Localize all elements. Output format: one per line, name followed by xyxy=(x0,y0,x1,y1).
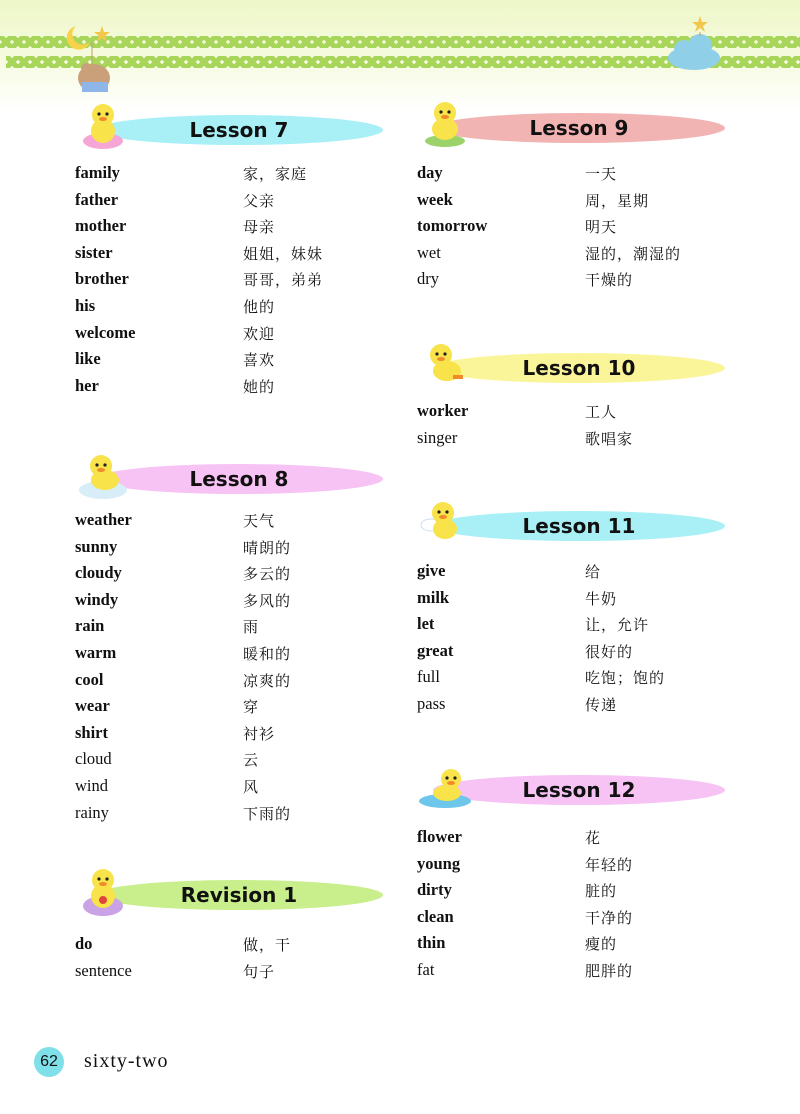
english-word: cool xyxy=(75,669,104,689)
chinese-meaning: 脏的 xyxy=(585,882,618,901)
vocab-row xyxy=(75,590,395,617)
english-word: windy xyxy=(75,589,119,609)
chinese-meaning: 云 xyxy=(243,751,260,770)
vocab-row xyxy=(75,563,395,590)
lesson-banner xyxy=(75,868,395,918)
vocab-row xyxy=(417,694,737,721)
vocab-row xyxy=(75,616,395,643)
english-word: week xyxy=(417,189,453,209)
chinese-meaning: 做，干 xyxy=(243,936,292,954)
vocab-row xyxy=(75,537,395,564)
vocab-row xyxy=(417,827,737,854)
chinese-meaning: 风 xyxy=(243,777,260,796)
vocab-row xyxy=(417,163,737,190)
vocab-row xyxy=(417,880,737,907)
vocab-row xyxy=(75,723,395,750)
chinese-meaning: 传递 xyxy=(585,695,618,714)
duckling-icon xyxy=(417,95,473,151)
chinese-meaning: 肥胖的 xyxy=(585,961,634,980)
duckling-icon xyxy=(75,97,131,153)
english-word: let xyxy=(417,614,435,634)
revision-1-section xyxy=(75,868,395,987)
english-word: like xyxy=(75,349,101,369)
chinese-meaning: 暖和的 xyxy=(243,644,292,663)
vocab-list xyxy=(417,401,737,454)
english-word: shirt xyxy=(75,722,108,742)
english-word: weather xyxy=(75,510,132,529)
english-word: give xyxy=(417,561,446,580)
moon-bear-illustration xyxy=(62,20,132,100)
duckling-with-flower-icon xyxy=(75,862,131,918)
vocab-row xyxy=(75,696,395,723)
english-word: milk xyxy=(417,587,450,607)
english-word: flower xyxy=(417,827,462,846)
vocab-list xyxy=(75,163,395,402)
english-word: great xyxy=(417,640,454,660)
english-word: sister xyxy=(75,242,113,262)
english-word: singer xyxy=(417,427,458,447)
lesson-banner xyxy=(417,763,737,813)
chinese-meaning: 雨 xyxy=(243,618,260,637)
chinese-meaning: 穿 xyxy=(243,698,260,717)
chinese-meaning: 让，允许 xyxy=(585,616,650,635)
english-word: wet xyxy=(417,242,441,262)
english-word: do xyxy=(75,934,93,953)
vocab-row xyxy=(75,376,395,403)
vocab-row xyxy=(75,163,395,190)
chinese-meaning: 周，星期 xyxy=(585,191,650,210)
vocab-row xyxy=(417,243,737,270)
chinese-meaning: 干燥的 xyxy=(585,271,634,290)
vocab-row xyxy=(75,776,395,803)
english-word: rain xyxy=(75,616,105,636)
chinese-meaning: 吃饱；饱的 xyxy=(585,669,666,688)
english-word: dry xyxy=(417,269,439,289)
vocab-list xyxy=(417,561,737,721)
vocab-row xyxy=(75,749,395,776)
chinese-meaning: 欢迎 xyxy=(243,324,276,343)
vocab-row xyxy=(417,190,737,217)
english-word: pass xyxy=(417,693,446,713)
vocab-row xyxy=(75,216,395,243)
chinese-meaning: 他的 xyxy=(243,297,276,316)
english-word: sunny xyxy=(75,536,118,556)
chinese-meaning: 凉爽的 xyxy=(243,671,292,690)
vocab-row xyxy=(75,190,395,217)
lesson-title: Lesson 8 xyxy=(189,467,289,491)
english-word: clean xyxy=(417,906,454,926)
chinese-meaning: 姐姐，妹妹 xyxy=(243,244,324,263)
chinese-meaning: 多风的 xyxy=(243,591,292,610)
english-word: welcome xyxy=(75,322,136,342)
duckling-angel-icon xyxy=(417,493,473,549)
english-word: mother xyxy=(75,216,127,236)
chinese-meaning: 哥哥，弟弟 xyxy=(243,271,324,290)
english-word: full xyxy=(417,667,440,687)
vocab-list xyxy=(75,510,395,829)
chinese-meaning: 年轻的 xyxy=(585,855,634,874)
lesson-8-section xyxy=(75,452,395,829)
vocab-list xyxy=(417,827,737,987)
vocab-row xyxy=(75,510,395,537)
cloud-star-illustration xyxy=(660,14,730,76)
english-word: cloudy xyxy=(75,563,122,583)
vocab-row xyxy=(417,269,737,296)
vocab-row xyxy=(417,401,737,428)
page-number-badge: 62 xyxy=(34,1047,64,1077)
vocab-row xyxy=(417,960,737,987)
vocab-row xyxy=(417,561,737,588)
lesson-title: Lesson 10 xyxy=(522,356,636,380)
vocab-row xyxy=(417,614,737,641)
lesson-banner xyxy=(417,101,737,151)
vocab-row xyxy=(75,961,395,988)
chinese-meaning: 衬衫 xyxy=(243,724,276,743)
lesson-7-section xyxy=(75,103,395,402)
vocab-row xyxy=(75,803,395,830)
english-word: tomorrow xyxy=(417,216,488,236)
chinese-meaning: 下雨的 xyxy=(243,804,292,823)
english-word: fat xyxy=(417,959,435,979)
chinese-meaning: 晴朗的 xyxy=(243,538,292,557)
chinese-meaning: 牛奶 xyxy=(585,589,618,608)
chinese-meaning: 句子 xyxy=(243,962,276,981)
duckling-on-cloud-icon xyxy=(75,446,131,502)
vocab-row xyxy=(417,216,737,243)
chinese-meaning: 天气 xyxy=(243,512,276,530)
lesson-banner xyxy=(417,341,737,391)
english-word: father xyxy=(75,189,119,209)
chinese-meaning: 家，家庭 xyxy=(243,165,308,183)
top-decorative-band xyxy=(0,0,800,110)
lesson-title: Revision 1 xyxy=(180,883,298,907)
chinese-meaning: 明天 xyxy=(585,218,618,237)
vocab-row xyxy=(75,323,395,350)
vocab-row xyxy=(75,349,395,376)
lesson-11-section xyxy=(417,499,737,721)
vocab-row xyxy=(417,641,737,668)
chinese-meaning: 歌唱家 xyxy=(585,429,634,448)
chinese-meaning: 给 xyxy=(585,563,602,581)
english-word: dirty xyxy=(417,880,452,900)
vocab-row xyxy=(417,588,737,615)
lesson-9-section xyxy=(417,101,737,296)
duckling-swimming-icon xyxy=(417,757,473,813)
lesson-10-section xyxy=(417,341,737,454)
page-number-words: sixty-two xyxy=(84,1050,169,1072)
english-word: cloud xyxy=(75,749,112,769)
chinese-meaning: 干净的 xyxy=(585,908,634,927)
vocab-list xyxy=(75,934,395,987)
lesson-title: Lesson 7 xyxy=(189,118,289,142)
lesson-title: Lesson 12 xyxy=(522,778,636,802)
vocab-row xyxy=(75,643,395,670)
chinese-meaning: 瘦的 xyxy=(585,935,618,954)
vocab-row xyxy=(417,907,737,934)
vocab-row xyxy=(417,933,737,960)
lesson-12-section xyxy=(417,763,737,987)
vocab-row xyxy=(75,670,395,697)
chinese-meaning: 母亲 xyxy=(243,218,276,237)
english-word: thin xyxy=(417,933,446,953)
english-word: wind xyxy=(75,775,108,795)
chinese-meaning: 一天 xyxy=(585,165,618,183)
chinese-meaning: 很好的 xyxy=(585,642,634,661)
vocab-row xyxy=(417,667,737,694)
lesson-banner xyxy=(75,103,395,153)
vocab-row xyxy=(75,934,395,961)
lesson-title: Lesson 9 xyxy=(529,116,629,140)
vocab-row xyxy=(75,269,395,296)
vocab-list xyxy=(417,163,737,296)
english-word: young xyxy=(417,853,461,873)
english-word: rainy xyxy=(75,802,109,822)
english-word: worker xyxy=(417,401,469,420)
chinese-meaning: 父亲 xyxy=(243,191,276,210)
chinese-meaning: 湿的，潮湿的 xyxy=(585,244,682,263)
chinese-meaning: 花 xyxy=(585,829,602,847)
english-word: sentence xyxy=(75,960,132,980)
vocab-row xyxy=(75,243,395,270)
chinese-meaning: 她的 xyxy=(243,377,276,396)
english-word: brother xyxy=(75,269,129,289)
vocab-row xyxy=(75,296,395,323)
vocab-row xyxy=(417,854,737,881)
english-word: wear xyxy=(75,696,110,716)
english-word: day xyxy=(417,163,443,182)
chinese-meaning: 多云的 xyxy=(243,565,292,584)
english-word: family xyxy=(75,163,120,182)
lesson-title: Lesson 11 xyxy=(522,514,636,538)
chinese-meaning: 工人 xyxy=(585,403,618,421)
english-word: his xyxy=(75,295,96,315)
lesson-banner xyxy=(75,452,395,502)
chinese-meaning: 喜欢 xyxy=(243,351,276,370)
english-word: warm xyxy=(75,642,117,662)
english-word: her xyxy=(75,375,99,395)
lesson-banner xyxy=(417,499,737,549)
duckling-icon xyxy=(417,335,473,391)
vocab-row xyxy=(417,428,737,455)
